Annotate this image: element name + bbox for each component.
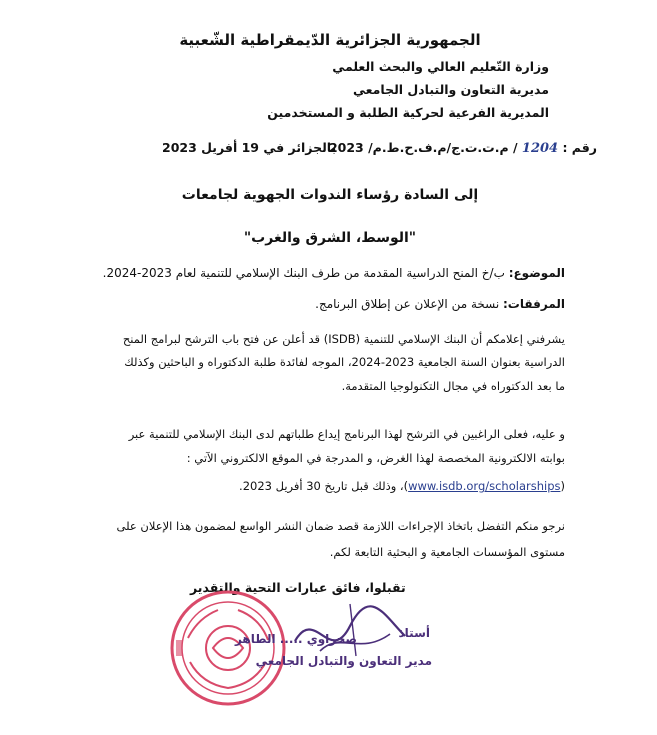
subdirectorate-name: المديرية الفرعية لحركية الطلبة و المستخدمين (267, 105, 549, 120)
official-stamp (168, 588, 288, 708)
ministry-name: وزارة التّعليم العالي والبحث العلمي (332, 59, 549, 74)
reference-handwritten-number: 1204 (521, 141, 559, 156)
body-p1-line-2: الدراسية بعنوان السنة الجامعية 2023-2024، الموجه لفائدة طلبة الدكتوراه و الباحثين وكذلك (124, 355, 565, 369)
body-p1-line-1: يشرفني إعلامكم أن البنك الإسلامي للتنمية (ISDB) قد أعلن عن فتح باب الترشح لبرامج المنح (122, 332, 565, 346)
place-date: بالجزائر في 19 أفريل 2023 (162, 140, 337, 155)
body-p3-line-1: نرجو منكم التفضل باتخاذ الإجراءات اللازمة قصد ضمان النشر الواسع لمضمون هذا الإعلان على (116, 519, 565, 533)
body-p1-line-3: ما بعد الدكتوراه في مجال التكنولوجيا المتقدمة. (341, 379, 565, 393)
attachments-line (315, 296, 565, 312)
reference-code: / م.ت.ت.ج/م.ف.ح.ط.م/ 2023 (328, 140, 518, 155)
attachments-label: المرفقات: (503, 297, 565, 311)
addressee-line-2: "الوسط، الشرق والغرب" (243, 230, 417, 246)
signature-role: مدير التعاون والتبادل الجامعي (255, 654, 432, 668)
body-p2-line-2: بوابته الالكترونية المخصصة لهذا الغرض، و المدرجة في الموقع الالكتروني الآتي : (186, 451, 565, 465)
republic-title: الجمهورية الجزائرية الدّيمقراطية الشّعبية (179, 31, 481, 49)
subject-line (103, 265, 565, 281)
attachments-text: نسخة من الإعلان عن إطلاق البرنامج. (315, 297, 503, 311)
body-p2-open-paren: ( (560, 479, 565, 493)
isdb-scholarships-link[interactable]: www.isdb.org/scholarships (408, 479, 561, 493)
subject-label: الموضوع: (508, 266, 565, 280)
subject-text: ب/خ المنح الدراسية المقدمة من طرف البنك الإسلامي للتنمية لعام 2023-2024. (102, 266, 509, 280)
reference-line (329, 140, 597, 157)
closing-salutation: تقبلوا، فائق عبارات التحية والتقدير (190, 580, 406, 595)
signature-name: صحراوي ..... الطاهر (234, 632, 357, 646)
directorate-name: مديرية التعاون والتبادل الجامعي (352, 82, 549, 97)
signature-title: أستاذ (398, 626, 430, 640)
addressee-line-1: إلى السادة رؤساء الندوات الجهوية لجامعات (181, 187, 479, 203)
body-p2-line-1: و عليه، فعلى الراغبين في الترشح لهذا البرنامج إيداع طلباتهم لدى البنك الإسلامي للتنمية عبر (128, 427, 565, 441)
body-p3-line-2: مستوى المؤسسات الجامعية و البحثية التابعة لكم. (329, 545, 565, 559)
body-p2-line-3 (239, 478, 565, 494)
reference-label: رقم : (562, 140, 597, 155)
body-p2-deadline: )، وذلك قبل تاريخ 30 أفريل 2023. (239, 479, 409, 493)
